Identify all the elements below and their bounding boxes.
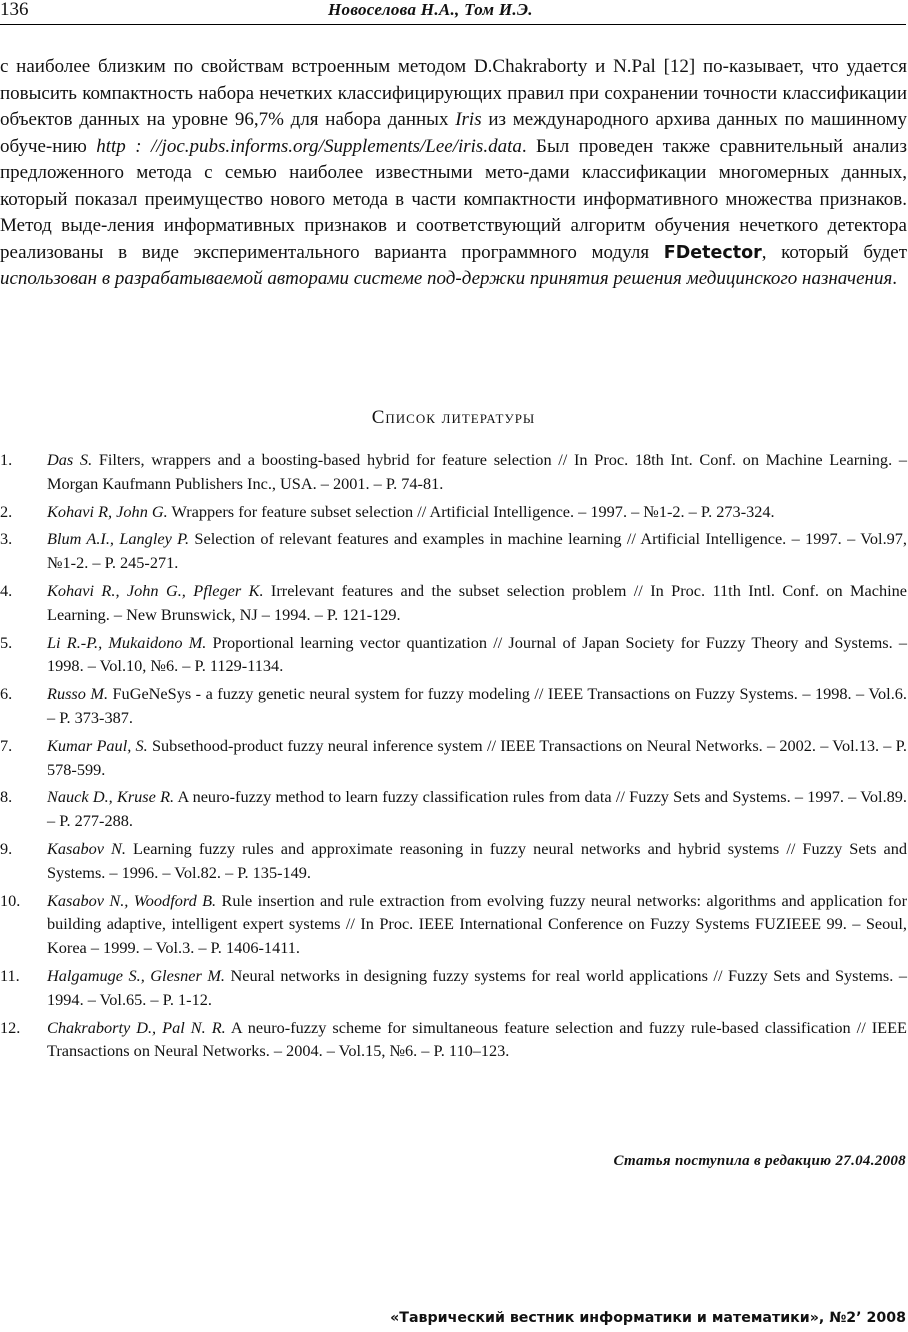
reference-authors: Chakraborty D., Pal N. R.: [47, 1017, 226, 1037]
reference-number: 7.: [0, 735, 13, 755]
italic-phrase: использован в разрабатываемой авторами системе под-держки принятия решения медицинского назначения: [0, 268, 893, 289]
reference-number: 11.: [0, 965, 20, 985]
reference-text: Subsethood-product fuzzy neural inference system // IEEE Transactions on Neural Networks. – 2002. – Vol.13. – P. 578-599.: [47, 735, 907, 779]
reference-text: Wrappers for feature subset selection // Artificial Intelligence. – 1997. – №1-2. – P. 273-324.: [167, 501, 775, 521]
reference-text: Neural networks in designing fuzzy systems for real world applications // Fuzzy Sets and Systems. – 1994. – Vol.65. – P. 1-12.: [47, 965, 908, 1009]
reference-text: Learning fuzzy rules and approximate reasoning in fuzzy neural networks and hybrid systems // Fuzzy Sets and Systems. – 1996. – Vol.82. – P. 135-149.: [47, 838, 907, 882]
reference-text: A neuro-fuzzy scheme for simultaneous feature selection and fuzzy rule-based classification // IEEE Transactions on Neural Networks. – 2004. – Vol.15, №6. – P. 110–123.: [47, 1017, 907, 1061]
reference-item: [0, 964, 907, 1012]
reference-item: [0, 734, 907, 782]
reference-authors: Blum A.I., Langley P.: [47, 529, 190, 549]
reference-text: Rule insertion and rule extraction from evolving fuzzy neural networks: algorithms and application for building adaptive, intelligent expert systems // In Proc. IEEE International Conference on Fuzzy Systems FUZIEEE 99. – Seoul, Korea – 1999. – Vol.3. – P. 1406-1411.: [47, 890, 907, 958]
journal-footer: «Таврический вестник информатики и математики», №2’ 2008: [390, 1310, 906, 1326]
page-number: 136: [0, 0, 29, 20]
reference-text: Proportional learning vector quantization // Journal of Japan Society for Fuzzy Theory and Systems. – 1998. – Vol.10, №6. – P. 1129-1134.: [47, 632, 907, 676]
text-segment: с наиболее близким по свойствам встроенным методом D.Chakraborty и N.Pal [12] по-казывает, что удается повысить компактность набора нечетких классифицирующих правил при сохранении точности классификации объектов данных на уровне 96,7% для набора данных: [0, 56, 907, 130]
dataset-name: Iris: [455, 109, 482, 130]
reference-item: [0, 448, 907, 496]
reference-item: [0, 500, 907, 524]
reference-item: [0, 579, 907, 627]
reference-item: [0, 889, 907, 960]
page-header: [0, 0, 906, 25]
running-head: Новоселова Н.А., Том И.Э.: [328, 0, 533, 19]
reference-authors: Nauck D., Kruse R.: [47, 787, 175, 807]
text-segment: , который будет: [761, 241, 908, 263]
dataset-url: http : //joc.pubs.informs.org/Supplements/Lee/iris.data: [96, 135, 522, 157]
reference-authors: Russo M.: [47, 684, 109, 704]
reference-item: [0, 682, 907, 730]
reference-number: 1.: [0, 450, 13, 469]
reference-authors: Li R.-P., Mukaidono M.: [47, 632, 207, 652]
reference-text: Irrelevant features and the subset selection problem // In Proc. 11th Intl. Conf. on Machine Learning. – New Brunswick, NJ – 1994. – P. 121-129.: [47, 580, 907, 624]
reference-number: 4.: [0, 580, 13, 600]
text-segment: из международного архива данных по машинному обуче-нию: [0, 109, 907, 157]
reference-text: Filters, wrappers and a boosting-based hybrid for feature selection // In Proc. 18th Int. Conf. on Machine Learning. – Morgan Kaufmann Publishers Inc., USA. – 2001. – P. 74-81.: [47, 450, 907, 493]
reference-authors: Das S.: [47, 450, 93, 469]
program-name: FDetector: [663, 242, 762, 263]
text-segment: . Был проведен также сравнительный анализ предложенного метода с семью наиболее известными мето-дами классификации многомерных данных, который показал преимущество нового метода в части компактности информативного множества признаков. Метод выде-ления информативных признаков и соответствующий алгоритм обучения нечеткого детектора реализованы в виде экспериментального варианта программного модуля: [0, 135, 907, 263]
text-segment: .: [892, 268, 898, 289]
reference-number: 3.: [0, 529, 13, 549]
reference-authors: Kohavi R., John G., Pfleger K.: [47, 580, 264, 600]
reference-item: [0, 785, 907, 833]
received-date: Статья поступила в редакцию 27.04.2008: [613, 1153, 906, 1169]
reference-item: [0, 837, 907, 885]
reference-text: A neuro-fuzzy method to learn fuzzy classification rules from data // Fuzzy Sets and Systems. – 1997. – Vol.89. – P. 277-288.: [47, 787, 907, 831]
body-text: [0, 54, 907, 293]
reference-item: [0, 527, 907, 575]
reference-item: [0, 631, 907, 679]
reference-text: FuGeNeSys - a fuzzy genetic neural system for fuzzy modeling // IEEE Transactions on Fuzzy Systems. – 1998. – Vol.6. – P. 373-387.: [47, 684, 907, 727]
reference-authors: Kasabov N.: [47, 838, 126, 858]
reference-number: 10.: [0, 890, 21, 910]
reference-item: [0, 1016, 907, 1064]
conclusion-paragraph: [0, 54, 907, 293]
reference-text: Selection of relevant features and examples in machine learning // Artificial Intelligence. – 1997. – Vol.97, №1-2. – P. 245-271.: [47, 529, 908, 573]
reference-list: [0, 448, 907, 1067]
reference-number: 8.: [0, 787, 13, 807]
reference-number: 12.: [0, 1017, 21, 1037]
reference-authors: Kohavi R, John G.: [47, 501, 168, 521]
reference-number: 9.: [0, 838, 13, 858]
reference-authors: Halgamuge S., Glesner M.: [47, 965, 225, 985]
references-heading: Список литературы: [371, 407, 536, 428]
reference-number: 2.: [0, 501, 13, 521]
reference-authors: Kumar Paul, S.: [47, 735, 148, 755]
reference-authors: Kasabov N., Woodford B.: [47, 890, 217, 910]
reference-number: 6.: [0, 684, 13, 704]
reference-number: 5.: [0, 632, 13, 652]
